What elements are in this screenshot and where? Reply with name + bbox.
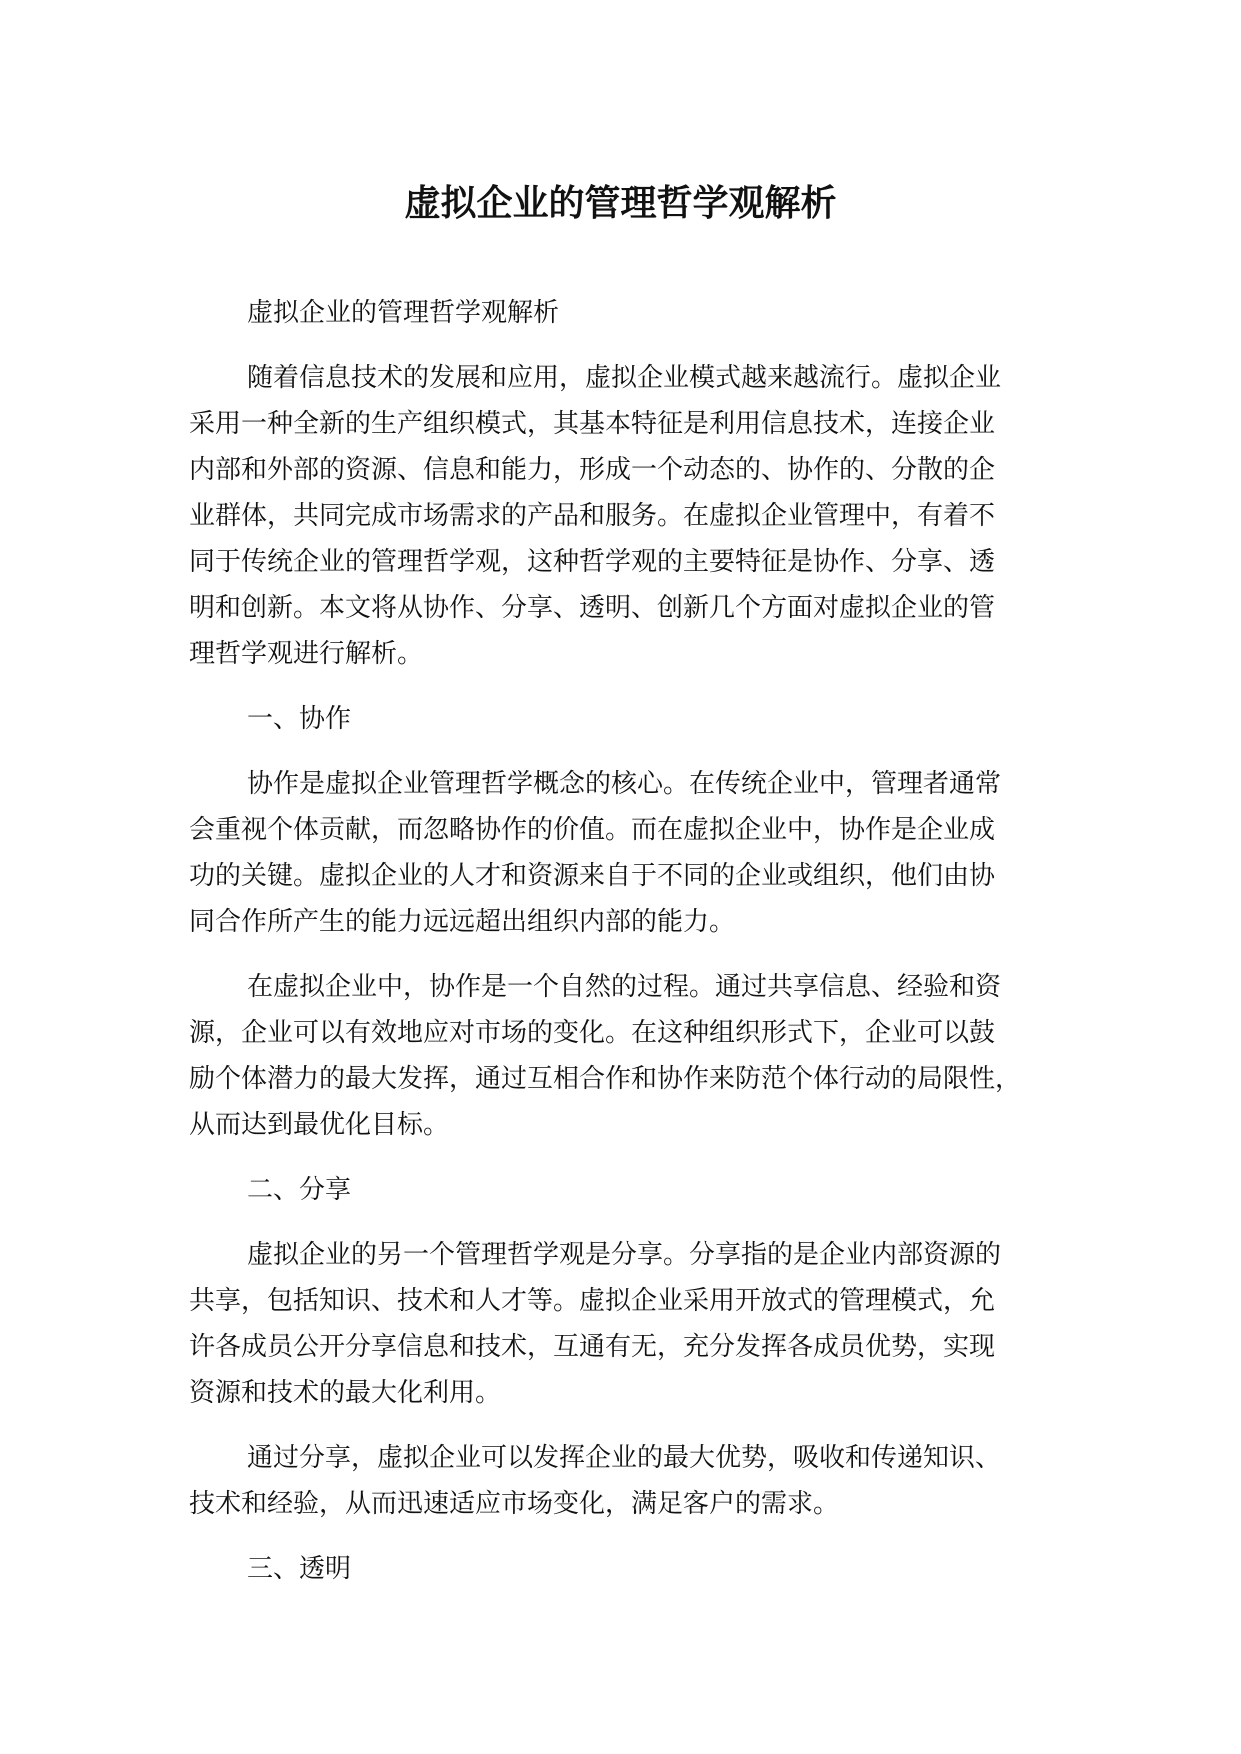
intro-line: 理哲学观进行解析。 xyxy=(189,639,424,669)
paragraph-line: 许各成员公开分享信息和技术，互通有无，充分发挥各成员优势，实现 xyxy=(189,1332,996,1362)
paragraph-line: 虚拟企业的另一个管理哲学观是分享。分享指的是企业内部资源的 xyxy=(247,1240,1002,1270)
paragraph-line: 共享，包括知识、技术和人才等。虚拟企业采用开放式的管理模式，允 xyxy=(189,1286,996,1316)
paragraph-line: 在虚拟企业中，协作是一个自然的过程。通过共享信息、经验和资 xyxy=(247,972,1002,1002)
document-title: 虚拟企业的管理哲学观解析 xyxy=(404,183,837,224)
paragraph-line: 从而达到最优化目标。 xyxy=(189,1110,450,1140)
collaboration-paragraph-1 xyxy=(189,761,1089,945)
intro-paragraph xyxy=(189,355,1089,677)
intro-line: 同于传统企业的管理哲学观，这种哲学观的主要特征是协作、分享、透 xyxy=(189,547,996,577)
document-subtitle: 虚拟企业的管理哲学观解析 xyxy=(247,298,560,328)
collaboration-paragraph-2 xyxy=(189,964,1089,1148)
paragraph-line: 协作是虚拟企业管理哲学概念的核心。在传统企业中，管理者通常 xyxy=(247,769,1002,799)
intro-line: 采用一种全新的生产组织模式，其基本特征是利用信息技术，连接企业 xyxy=(189,409,996,439)
section-heading-transparency: 三、透明 xyxy=(247,1554,352,1584)
sharing-paragraph-1 xyxy=(189,1232,1089,1416)
paragraph-line: 励个体潜力的最大发挥，通过互相合作和协作来防范个体行动的局限性， xyxy=(189,1064,1022,1094)
section-heading-collaboration: 一、协作 xyxy=(247,704,352,734)
paragraph-line: 源，企业可以有效地应对市场的变化。在这种组织形式下，企业可以鼓 xyxy=(189,1018,996,1048)
sharing-paragraph-2 xyxy=(189,1435,1089,1527)
document-body xyxy=(189,290,1089,1611)
paragraph-line: 同合作所产生的能力远远超出组织内部的能力。 xyxy=(189,907,736,937)
intro-line: 内部和外部的资源、信息和能力，形成一个动态的、协作的、分散的企 xyxy=(189,455,996,485)
paragraph-line: 通过分享，虚拟企业可以发挥企业的最大优势，吸收和传递知识、 xyxy=(247,1443,1002,1473)
paragraph-line: 功的关键。虚拟企业的人才和资源来自于不同的企业或组织，他们由协 xyxy=(189,861,996,891)
intro-line: 业群体，共同完成市场需求的产品和服务。在虚拟企业管理中，有着不 xyxy=(189,501,996,531)
section-heading-sharing: 二、分享 xyxy=(247,1175,352,1205)
paragraph-line: 技术和经验，从而迅速适应市场变化，满足客户的需求。 xyxy=(189,1489,840,1519)
intro-line: 随着信息技术的发展和应用，虚拟企业模式越来越流行。虚拟企业 xyxy=(247,363,1002,393)
intro-line: 明和创新。本文将从协作、分享、透明、创新几个方面对虚拟企业的管 xyxy=(189,593,996,623)
paragraph-line: 资源和技术的最大化利用。 xyxy=(189,1378,502,1408)
paragraph-line: 会重视个体贡献，而忽略协作的价值。而在虚拟企业中，协作是企业成 xyxy=(189,815,996,845)
